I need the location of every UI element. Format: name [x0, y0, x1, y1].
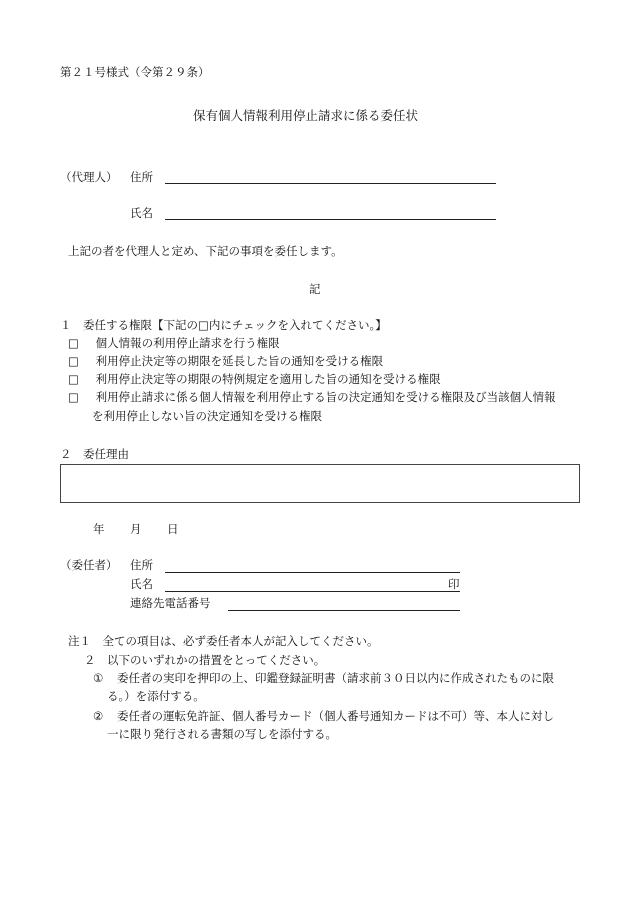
authority-checkbox[interactable]: □ — [68, 390, 79, 404]
agent-role-label: （代理人） — [60, 170, 118, 184]
authority-label: 個人情報の利用停止請求を行う権限 — [95, 336, 280, 350]
authority-label: 利用停止決定等の期限を延長した旨の通知を受ける権限 — [95, 354, 384, 368]
section1-heading: １ 委任する権限【下記の□内にチェックを入れてください。】 — [60, 318, 387, 332]
form-number: 第２１号様式（令第２９条） — [60, 65, 210, 79]
date-day-label: 日 — [167, 522, 179, 536]
principal-address-label: 住所 — [130, 558, 153, 572]
note-condition-2-line2: 一に限り発行される書類の写しを添付する。 — [107, 727, 337, 741]
agent-name-field[interactable] — [165, 219, 496, 220]
delegation-reason-box[interactable] — [60, 464, 580, 503]
note-condition-1-line1: 委任者の実印を押印の上、印鑑登録証明書（請求前３０日以内に作成されたものに限 — [117, 671, 554, 685]
agent-address-field[interactable] — [165, 183, 496, 184]
ki-marker: 記 — [309, 282, 321, 296]
principal-phone-label: 連絡先電話番号 — [130, 596, 211, 610]
principal-role-label: （委任者） — [60, 558, 118, 572]
date-year-label: 年 — [93, 522, 105, 536]
principal-address-field[interactable] — [165, 572, 460, 573]
note-condition-2-mark: ② — [93, 709, 104, 723]
delegation-text: 上記の者を代理人と定め、下記の事項を委任します。 — [68, 244, 343, 258]
principal-name-label: 氏名 — [130, 577, 153, 591]
authority-label: 利用停止請求に係る個人情報を利用停止する旨の決定通知を受ける権限及び当該個人情報 — [95, 390, 556, 404]
date-month-label: 月 — [130, 522, 142, 536]
section2-heading: ２ 委任理由 — [60, 447, 129, 461]
authority-item — [68, 374, 441, 386]
principal-phone-field[interactable] — [228, 610, 460, 611]
authority-label: 利用停止決定等の期限の特例規定を適用した旨の通知を受ける権限 — [95, 372, 441, 386]
note-condition-2-line1: 委任者の運転免許証、個人番号カード（個人番号通知カードは不可）等、本人に対し — [117, 709, 554, 723]
agent-name-label: 氏名 — [130, 206, 153, 220]
note-condition-1-mark: ① — [93, 671, 104, 685]
note-1: 注１ 全ての項目は、必ず委任者本人が記入してください。 — [68, 634, 379, 648]
seal-mark: 印 — [448, 577, 460, 591]
principal-name-field[interactable] — [165, 591, 460, 592]
document-title: 保有個人情報利用停止請求に係る委任状 — [193, 108, 419, 123]
agent-address-label: 住所 — [130, 170, 153, 184]
note-2: ２ 以下のいずれかの措置をとってください。 — [84, 653, 326, 667]
authority-checkbox[interactable]: □ — [68, 354, 79, 368]
authority-checkbox[interactable]: □ — [68, 336, 79, 350]
authority-item — [68, 356, 383, 368]
note-condition-1-line2: る。）を添付する。 — [107, 689, 205, 703]
authority-item — [68, 392, 556, 404]
authority-label-continued: を利用停止しない旨の決定通知を受ける権限 — [92, 409, 322, 423]
authority-checkbox[interactable]: □ — [68, 372, 79, 386]
authority-item — [68, 338, 280, 350]
